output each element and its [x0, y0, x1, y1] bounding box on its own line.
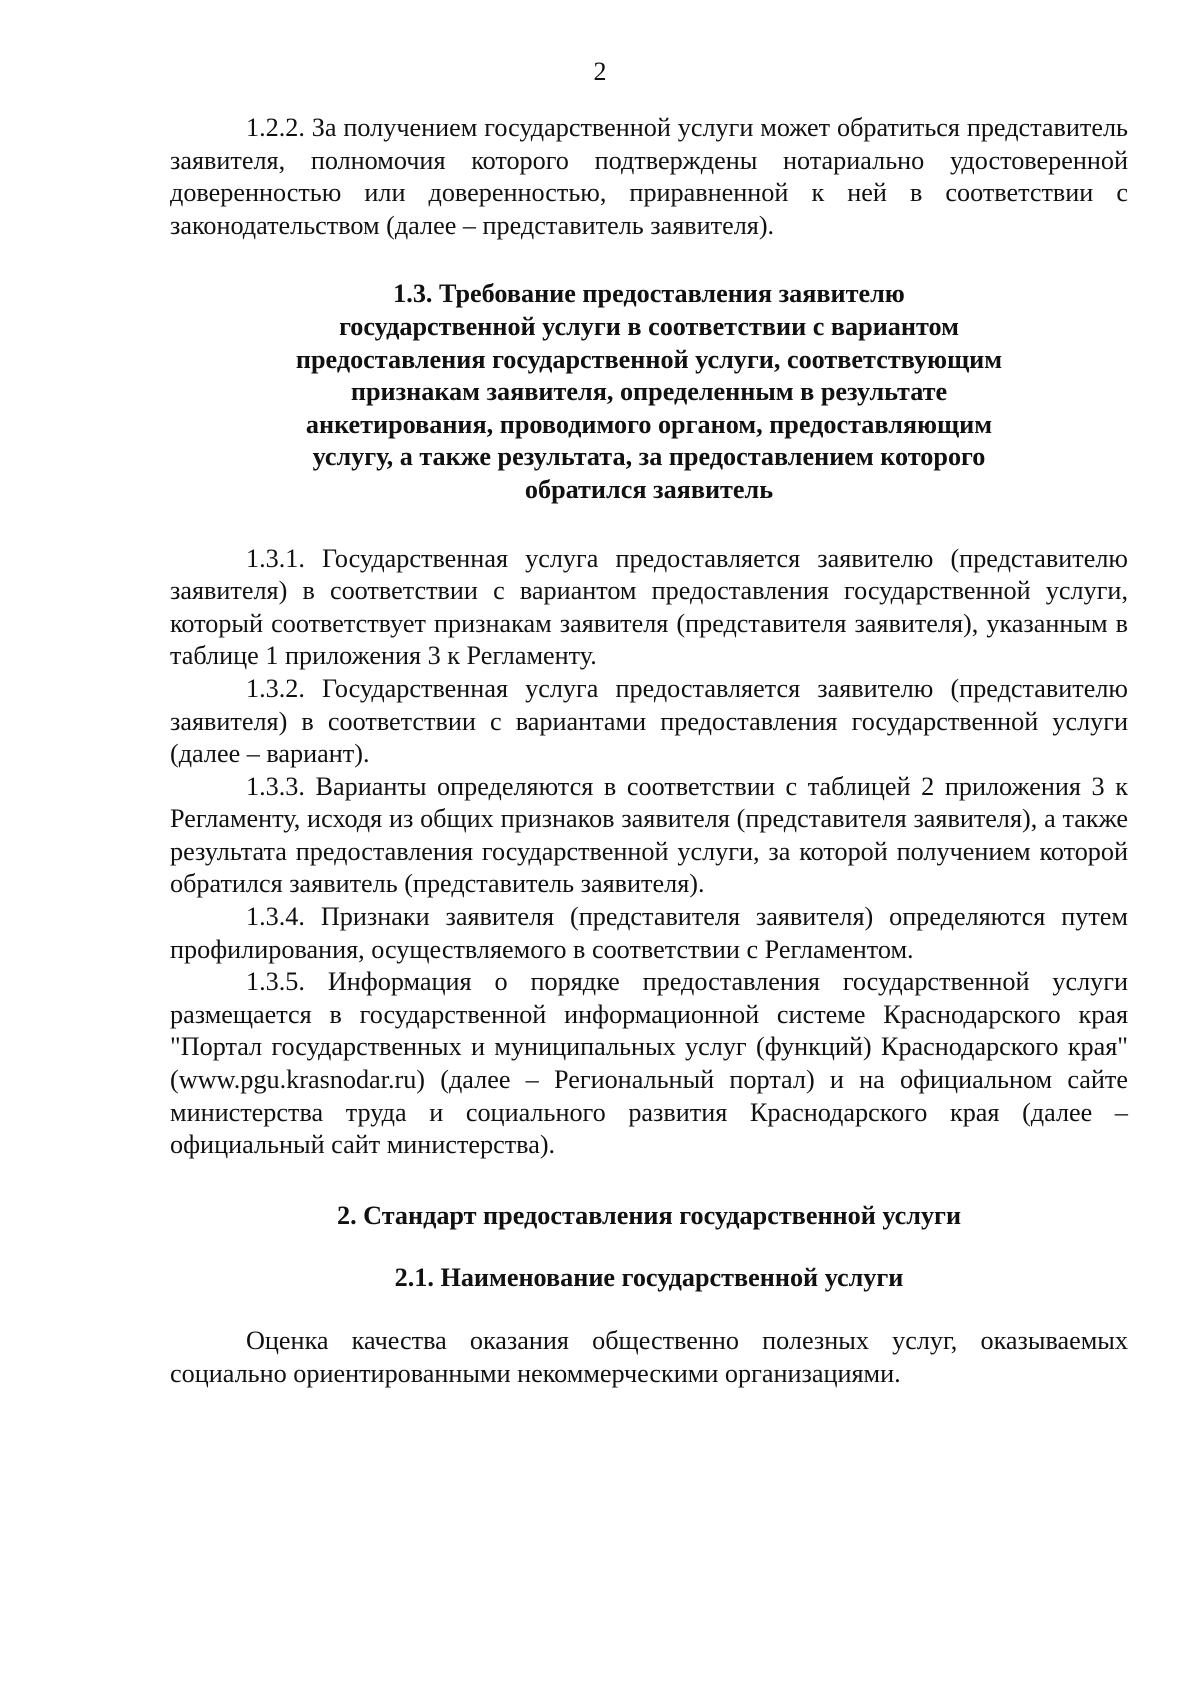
paragraph-service-name: Оценка качества оказания общественно полезных услуг, оказываемых социально ориентированными некоммерческими организациями.	[170, 1326, 1128, 1388]
heading-line: обратился заявитель	[524, 474, 774, 504]
paragraph-1-3-5: 1.3.5. Информация о порядке предоставления государственной услуги размещается в государственной информационной системе Краснодарского края "Портал государственных и муниципальных услуг (функций) Краснодарского края" (www.pgu.krasnodar.ru) (далее – Региональный портал) и на официальном сайте министерства труда и социального развития Краснодарского края (далее – официальный сайт министерства).	[170, 967, 1128, 1160]
heading-line: анкетирования, проводимого органом, предоставляющим	[305, 409, 993, 439]
section-heading-2: 2. Стандарт предоставления государственной услуги	[336, 1200, 962, 1230]
page-number: 2	[593, 57, 607, 86]
paragraph-1-3-1: 1.3.1. Государственная услуга предоставляется заявителю (представителю заявителя) в соответствии с вариантом предоставления государственной услуги, который соответствует признакам заявителя (представителя заявителя), указанным в таблице 1 приложения 3 к Регламенту.	[170, 543, 1128, 671]
section-heading-2-1: 2.1. Наименование государственной услуги	[394, 1263, 904, 1293]
heading-line: услугу, а также результата, за предоставлением которого	[312, 442, 986, 472]
heading-line: государственной услуги в соответствии с вариантом	[339, 311, 959, 341]
section-heading-1-3	[170, 278, 1128, 506]
paragraph-1-3-4: 1.3.4. Признаки заявителя (представителя заявителя) определяются путем профилирования, осуществляемого в соответствии с Регламентом.	[170, 902, 1128, 964]
heading-line: предоставления государственной услуги, соответствующим	[295, 344, 1003, 374]
paragraph-1-2-2: 1.2.2. За получением государственной услуги может обратиться представитель заявителя, полномочия которого подтверждены нотариально удостоверенной доверенностью или доверенностью, приравненной к ней в соответствии с законодательством (далее – представитель заявителя).	[170, 113, 1128, 240]
paragraph-1-3-2: 1.3.2. Государственная услуга предоставляется заявителю (представителю заявителя) в соответствии с вариантами предоставления государственной услуги (далее – вариант).	[170, 673, 1128, 769]
heading-line: признакам заявителя, определенным в результате	[350, 377, 948, 407]
document-body	[170, 112, 1128, 1390]
heading-line: 1.3. Требование предоставления заявителю	[393, 279, 905, 309]
paragraph-1-3-3: 1.3.3. Варианты определяются в соответствии с таблицей 2 приложения 3 к Регламенту, исходя из общих признаков заявителя (представителя заявителя), а также результата предоставления государственной услуги, за которой получением которой обратился заявитель (представитель заявителя).	[170, 771, 1128, 899]
